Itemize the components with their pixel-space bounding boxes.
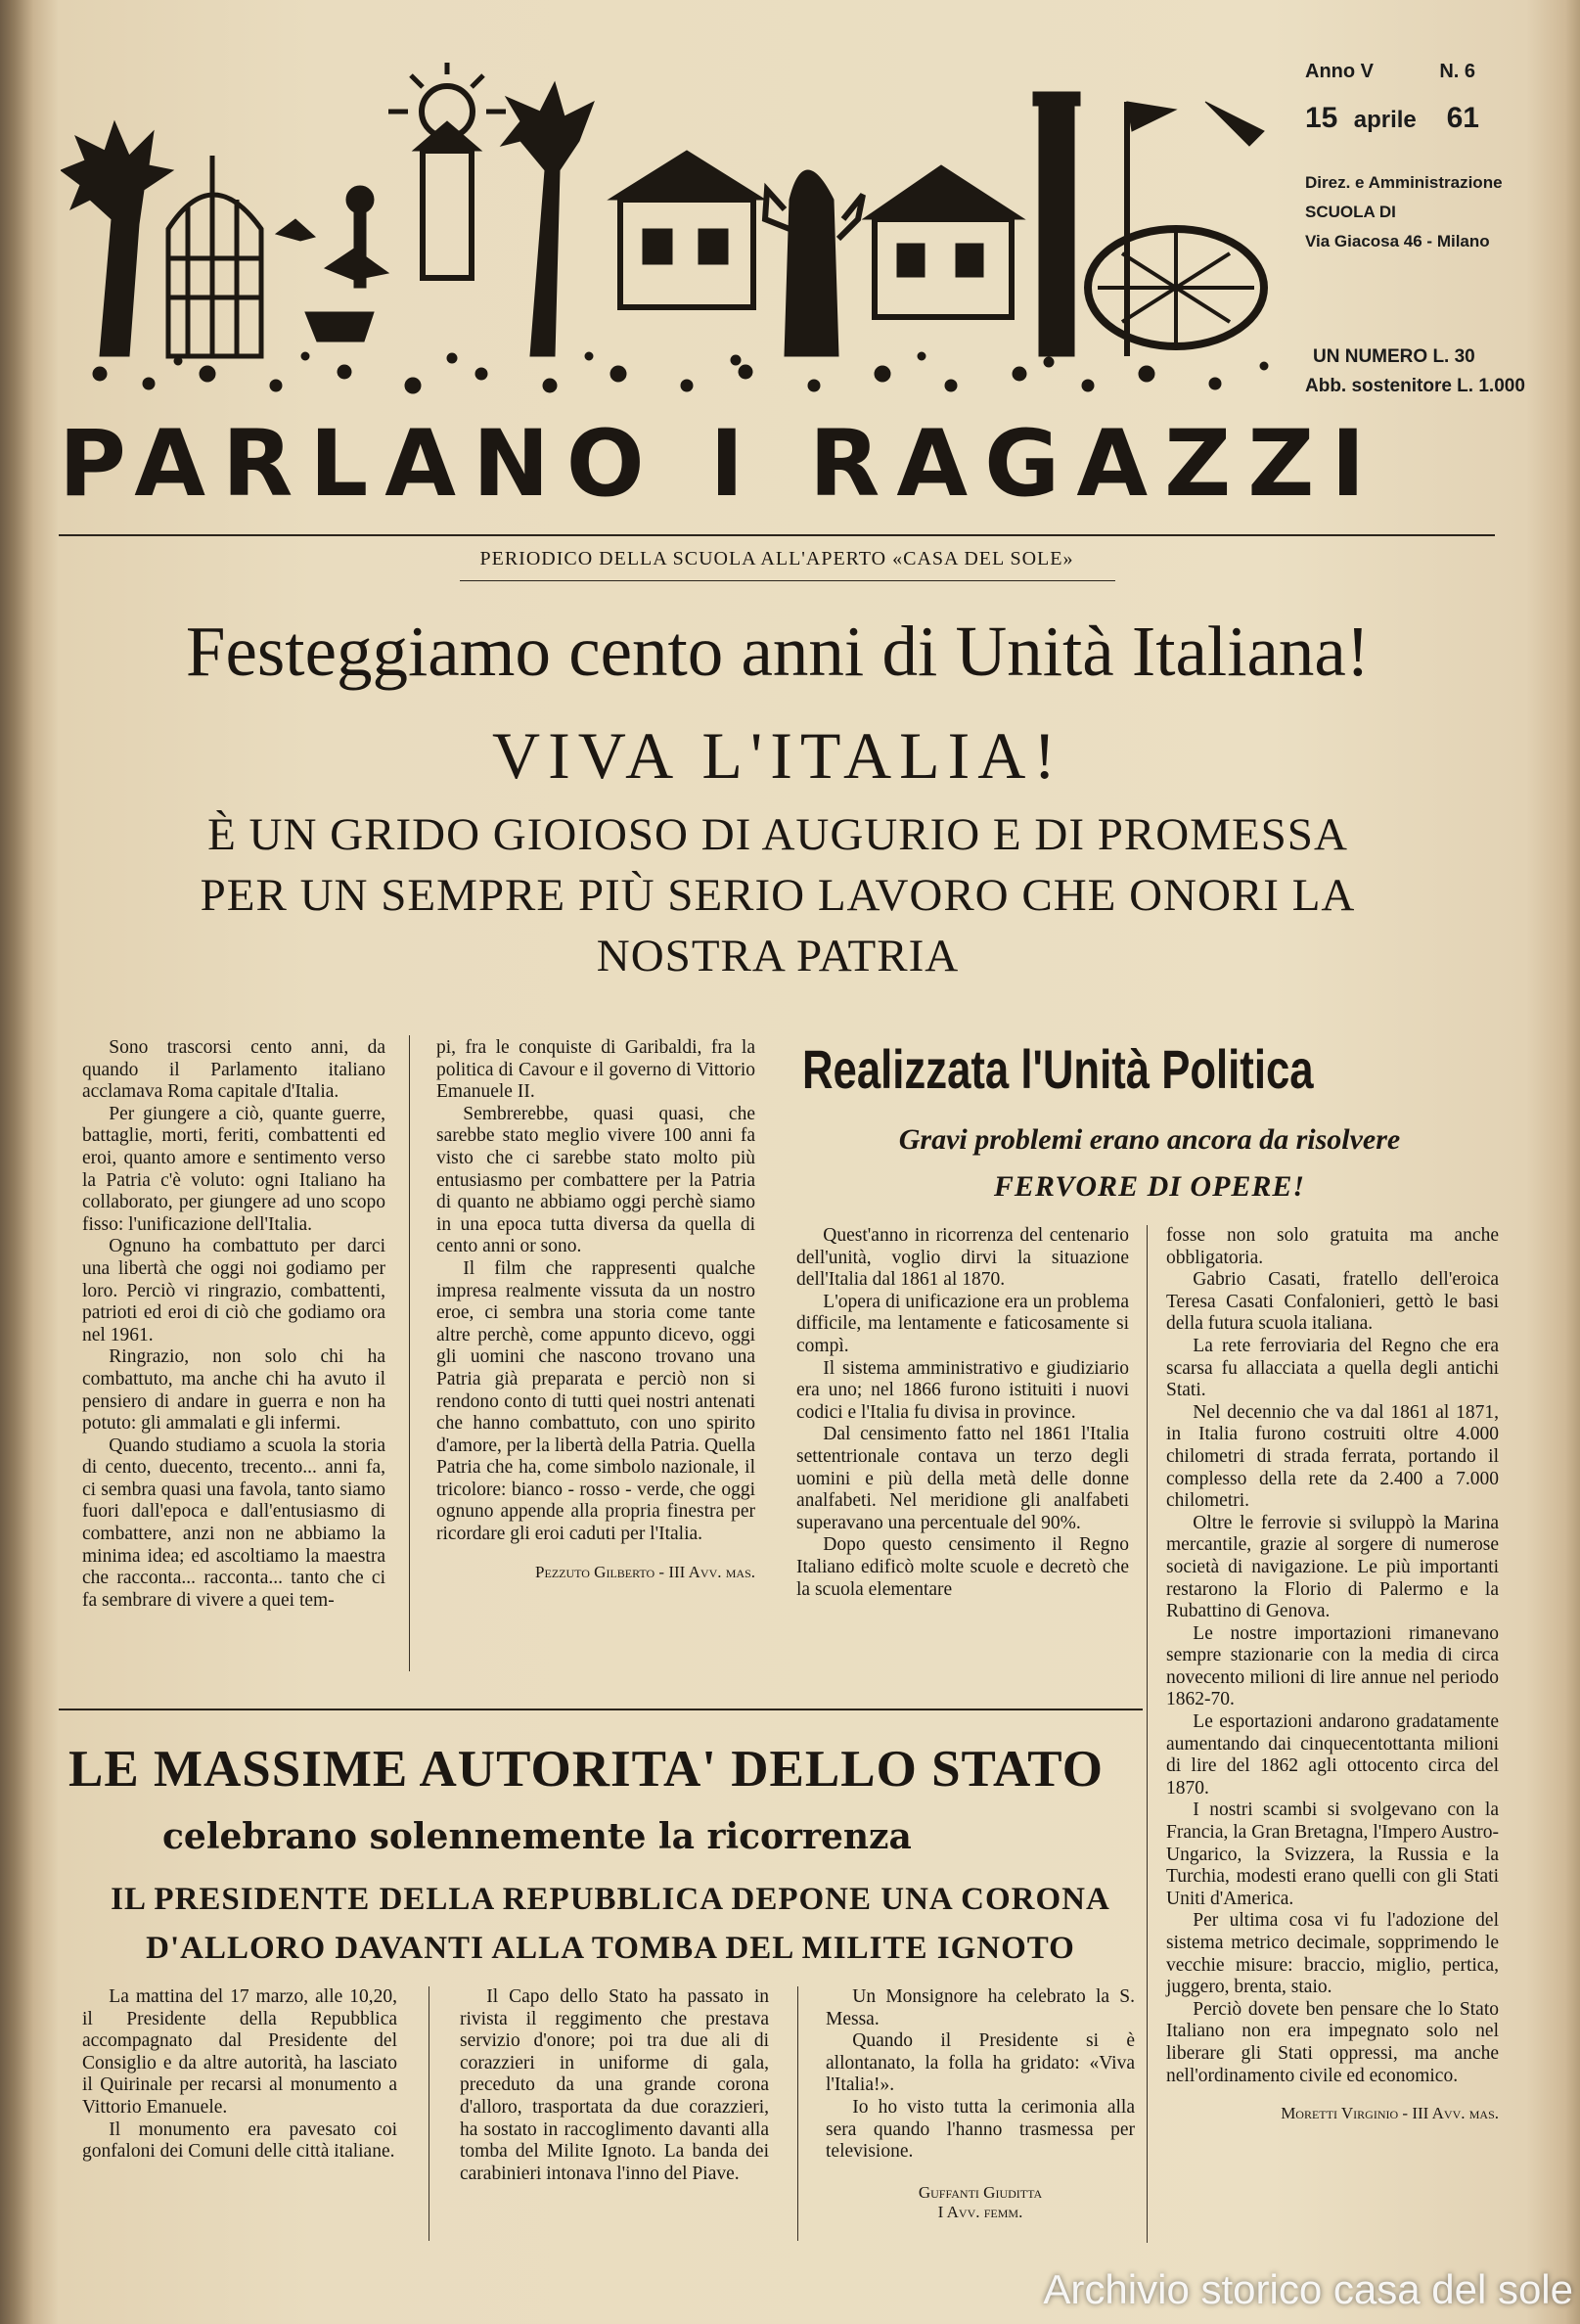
section-rule [59,1709,1143,1710]
article2-column1: Quest'anno in ricorrenza del centenario dell'unità, voglio dirvi la situazione dell'Italia dal 1861 al 1870. L'opera di unificazione era un problema difficile, ma lentamente e faticosamente si compì. Il sistema amministrativo e giudiziario era uno; nel 1866 furono istituiti i nuovi codici e l'Italia fu divisa in province. Dal censimento fatto nel 1861 l'Italia settentrionale contava un terzo degli uomini e più della metà delle donne analfabeti. Nel meridione gli analfabeti superavano una percentuale del 90%. Dopo questo censimento il Regno Italiano edificò molte scuole e decretò che la scuola elementare [796,1225,1129,1600]
article2-column2: fosse non solo gratuita ma anche obbligatoria. Gabrio Casati, fratello dell'eroica Teresa Casati Confalonieri, gettò le basi della futura scuola italiana. La rete ferroviaria del Regno che era scarsa fu allacciata a quella degli antichi Stati. Nel decennio che va dal 1861 al 1871, in Italia furono costruiti oltre 4.000 chilometri di strada ferrata, portando il complesso della rete da 2.400 a 7.000 chilometri. Oltre le ferrovie si sviluppò la Marina mercantile, grazie al sorgere di numerose società di navigazione. Le più importanti restarono la Florio di Palermo e la Rubattino di Genova. Le nostre importazioni rimanevano sempre stazionarie con la media di circa novecento milioni di lire annue nel periodo 1862-70. Le esportazioni andarono gradatamente aumentando dai cinquecentottanta milioni di lire del 1862 agli ottocento circa del 1870. I nostri scambi si svolgevano con la Francia, la Gran Bretagna, l'Impero Austro-Ungarico, la Svizzera, la Russia e la Turchia, modesti erano quelli con gli Stati Uniti d'America. Per ultima cosa vi fu l'adozione del sistema metrico decimale, sopprimendo le vecchie misure: braccio, miglio, pertica, juggero, brenta, staio. Perciò dovete ben pensare che lo Stato Italiano non era impegnato solo nel liberare gli Stati oppressi, ma anche nell'ordinamento civile ed economico. Moretti Virginio - III Avv. mas. [1166,1225,1499,2125]
issue-year: Anno V [1305,61,1374,82]
second-headline: VIVA L'ITALIA! [491,718,1063,793]
newspaper-title: PARLANO I RAGAZZI [59,411,1382,518]
article2-title: Realizzata l'Unità Politica [802,1038,1314,1100]
archive-watermark: Archivio storico casa del sole [1043,2266,1573,2312]
article3-column2: Il Capo dello Stato ha passato in rivista il reggimento che prestava servizio d'onore; poi tra due ali di corazzieri in uniforme di gala, preceduto da una grande corona d'alloro, trasportata da due corazzieri, ha sostato in raccoglimento davanti alla tomba del Milite Ignoto. La banda dei carabinieri intonava l'inno del Piave. [460,1986,769,2184]
article3-column3: Un Monsignore ha celebrato la S. Messa. Quando il Presidente si è allontanato, la folla ha gridato: «Viva l'Italia!». Io ho visto tutta la cerimonia alla sera quando l'hanno trasmessa per televisione. Guffanti Giuditta I Avv. femm. [826,1986,1135,2221]
article2-signature: Moretti Virginio - III Avv. mas. [1281,2104,1499,2123]
column-divider [409,1035,410,1671]
article1-column1: Sono trascorsi cento anni, da quando il Parlamento italiano acclamava Roma capitale d'Italia. Per giungere a ciò, quante guerre, battaglie, morti, feriti, combattenti ed eroi, quanto amore e sentimento verso la Patria c'è voluto: ogni Italiano ha collaborato, per giungere ad uno scopo fisso: l'unificazione dell'Italia. Ognuno ha combattuto per darci una libertà che oggi noi godiamo per loro. Perciò vi ringrazio, combattenti, patrioti ed eroi di ciò che godiamo ora nel 1961. Ringrazio, non solo chi ha combattuto, ma anche chi ha avuto il pensiero di andare in guerra e non ha potuto: gli ammalati e gli infermi. Quando studiamo a scuola la storia di cento, duecento, trecento... anni fa, ci sembra quasi una favola, tanto siamo fuori dall'epoca e dall'entusiasmo di combattere, anzi non ne abbiamo la minima idea; ed ascoltiamo la maestra che racconta... racconta... tanto che ci fa sembrare di vivere a quei tem- [82,1037,385,1611]
column-divider [797,1986,798,2241]
article1-column2: pi, fra le conquiste di Garibaldi, fra la politica di Cavour e il governo di Vittorio Emanuele II. Sembrerebbe, quasi quasi, che sarebbe stato meglio vivere 100 anni fa visto che ci sarebbe stato molto più entusiasmo per combattere per la Patria di quanto ne abbiamo oggi perchè siamo in una epoca tutta diversa da quella di cento anni or sono. Il film che rappresenti qualche impresa realmente vissuta da un nostro eroe, ci sembra una storia come tante altre perchè, come appunto dicevo, oggi gli uomini che nascono trovano una Patria già preparata e perciò non si rendono conto di tutti quei nostri antenati che hanno combattuto, con uno spirito d'amore, per la libertà della Patria. Quella Patria che ha, come simbolo nazionale, il tricolore: bianco - rosso - verde, che oggi ognuno appende alla propria finestra per ricordare gli eroi caduti per l'Italia. Pezzuto Gilberto - III Avv. mas. [436,1037,755,1583]
price-info [1305,342,1569,401]
article2-subtitle: Gravi problemi erano ancora da risolvere [898,1123,1401,1156]
third-headline: È UN GRIDO GIOIOSO DI AUGURIO E DI PROMESSA PER UN SEMPRE PIÙ SERIO LAVORO CHE ONORI LA NOSTRA PATRIA [200,809,1356,982]
publisher-info: Direz. e Amministrazione SCUOLA DI Via Giacosa 46 - Milano [1305,173,1503,251]
subtitle-rule [460,580,1115,581]
article3-column1: La mattina del 17 marzo, alle 10,20, il Presidente della Repubblica accompagnato dal Presidente del Consiglio e da altre autorità, ha lasciato il Quirinale per recarsi al monumento a Vittorio Emanuele. Il monumento era pavesato coi gonfaloni dei Comuni delle città italiane. [82,1986,397,2163]
article3-title: LE MASSIME AUTORITA' DELLO STATO [68,1741,1104,1798]
article1-signature: Pezzuto Gilberto - III Avv. mas. [535,1562,755,1581]
masthead-illustration [61,63,1284,395]
article3-subtitle: celebrano solennemente la ricorrenza [162,1816,912,1857]
title-rule [59,534,1495,536]
main-headline: Festeggiamo cento anni di Unità Italiana! [185,612,1371,691]
subscription-price: Abb. sostenitore L. 1.000 [1305,376,1525,396]
article2-kicker: FERVORE DI OPERE! [993,1170,1306,1203]
article3-kicker: IL PRESIDENTE DELLA REPUBBLICA DEPONE UNA CORONA D'ALLORO DAVANTI ALLA TOMBA DEL MILITE IGNOTO [111,1882,1110,1966]
issue-price: UN NUMERO L. 30 [1313,346,1475,367]
article3-signature: Guffanti Giuditta I Avv. femm. [918,2182,1043,2221]
issue-date: 15 aprile 61 [1305,102,1479,134]
newspaper-subtitle: PERIODICO DELLA SCUOLA ALL'APERTO «CASA DEL SOLE» [479,548,1074,570]
issue-info [1305,61,1569,83]
column-divider [1147,1225,1148,2243]
issue-number: N. 6 [1439,61,1475,82]
